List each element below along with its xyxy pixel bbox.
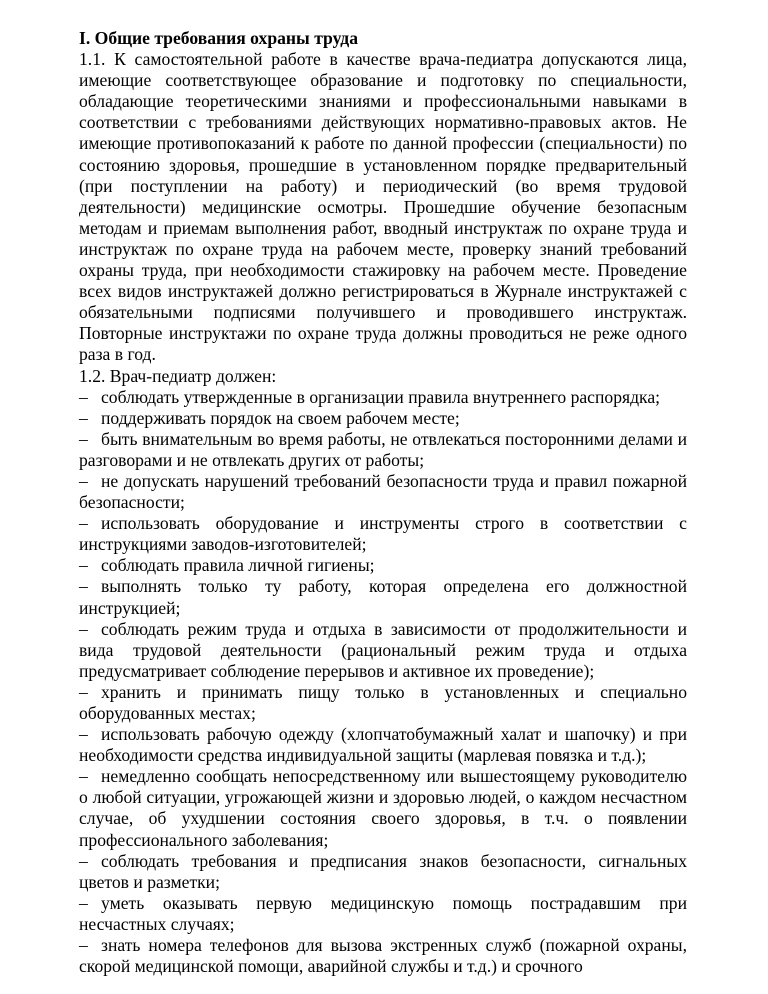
dash-marker: – (79, 935, 88, 956)
list-item (79, 387, 687, 408)
list-item (79, 619, 687, 682)
dash-marker: – (79, 576, 88, 597)
list-item (79, 935, 687, 977)
list-item-text: поддерживать порядок на своем рабочем месте; (101, 407, 460, 428)
duties-list (79, 387, 687, 978)
dash-marker: – (79, 850, 88, 871)
dash-marker: – (79, 892, 88, 913)
list-item-text: уметь оказывать первую медицинскую помощь пострадавшим при несчастных случаях; (79, 892, 687, 934)
list-item-text: не допускать нарушений требований безопасности труда и правил пожарной безопасности; (79, 470, 687, 513)
list-item-text: использовать оборудование и инструменты строго в соответствии с инструкциями заводов-изготовителей; (79, 513, 687, 555)
list-item-text: знать номера телефонов для вызова экстренных служб (пожарной охраны, скорой медицинской помощи, аварийной службы и т.д.) и срочного (79, 935, 687, 977)
list-item (79, 513, 687, 555)
list-item-text: немедленно сообщать непосредственному или вышестоящему руководителю о любой ситуации, угрожающей жизни и здоровью людей, о каждом несчастном случае, об ухудшении состояния своего здоровья, в т.ч. о появлении профессионального заболевания; (79, 766, 687, 850)
document-page (79, 28, 687, 977)
list-item (79, 724, 687, 766)
dash-marker: – (79, 470, 88, 491)
list-item (79, 471, 687, 513)
list-item-text: соблюдать требования и предписания знаков безопасности, сигнальных цветов и разметки; (79, 850, 687, 892)
section-heading: I. Общие требования охраны труда (79, 28, 358, 48)
list-item-text: выполнять только ту работу, которая определена его должностной инструкцией; (79, 576, 687, 618)
list-item-text: быть внимательным во время работы, не отвлекаться посторонними делами и разговорами и не отвлекать других от работы; (79, 428, 687, 470)
paragraph-1-2: 1.2. Врач-педиатр должен: (79, 365, 277, 386)
dash-marker: – (79, 555, 88, 576)
list-item (79, 429, 687, 471)
list-item-text: хранить и принимать пищу только в установленных и специально оборудованных местах; (79, 681, 687, 723)
dash-marker: – (79, 513, 88, 534)
dash-marker: – (79, 766, 88, 787)
paragraph-1-1: 1.1. К самостоятельной работе в качестве врача-педиатра допускаются лица, имеющие соответствующее образование и подготовку по специальности, обладающие теоретическими знаниями и профессиональными навыками в соответствии с требованиями действующих нормативно-правовых актов. Не имеющие противопоказаний к работе по данной профессии (специальности) по состоянию здоровья, прошедшие в установленном порядке предварительный (при поступлении на работу) и периодический (во время трудовой деятельности) медицинские осмотры. Прошедшие обучение безопасным методам и приемам выполнения работ, вводный инструктаж по охране труда и инструктаж по охране труда на рабочем месте, проверку знаний требований охраны труда, при необходимости стажировку на рабочем месте. Проведение всех видов инструктажей должно регистрироваться в Журнале инструктажей с обязательными подписями получившего и проводившего инструктаж. Повторные инструктажи по охране труда должны проводиться не реже одного раза в год. (79, 49, 687, 365)
list-item (79, 408, 687, 429)
list-item (79, 851, 687, 893)
dash-marker: – (79, 407, 88, 428)
dash-marker: – (79, 681, 88, 702)
list-item-text: соблюдать правила личной гигиены; (101, 555, 375, 576)
dash-marker: – (79, 618, 88, 639)
dash-marker: – (79, 428, 88, 449)
list-item (79, 893, 687, 935)
list-item (79, 555, 687, 576)
list-item-text: соблюдать режим труда и отдыха в зависимости от продолжительности и вида трудовой деятельности (рациональный режим труда и отдыха предусматривает соблюдение перерывов и активное их проведение); (79, 618, 687, 681)
list-item (79, 766, 687, 850)
dash-marker: – (79, 724, 88, 745)
list-item-text: соблюдать утвержденные в организации правила внутреннего распорядка; (101, 386, 661, 407)
list-item (79, 682, 687, 724)
list-item-text: использовать рабочую одежду (хлопчатобумажный халат и шапочку) и при необходимости средства индивидуальной защиты (марлевая повязка и т.д.); (79, 724, 687, 766)
list-item (79, 576, 687, 618)
dash-marker: – (79, 386, 88, 407)
